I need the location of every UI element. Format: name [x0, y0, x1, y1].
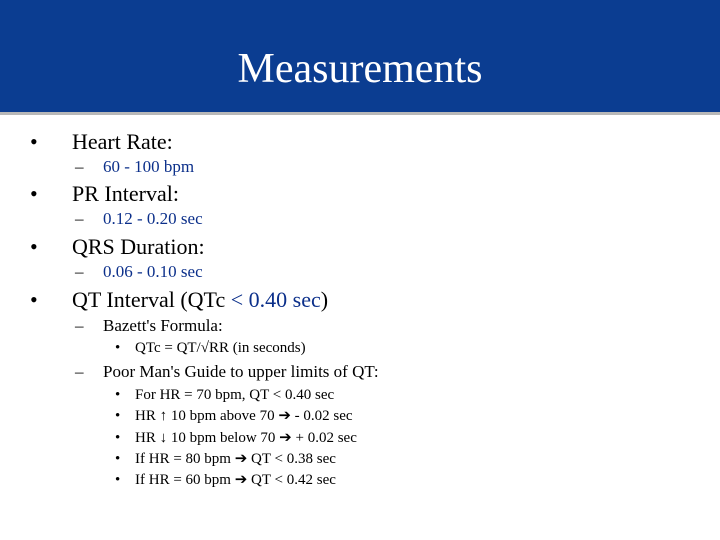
guide-item-text-pre: If HR = 80 bpm: [135, 451, 231, 467]
bullet-marker: •: [115, 387, 121, 403]
dash-marker: –: [75, 157, 84, 176]
poor-mans-guide-label: Poor Man's Guide to upper limits of QT:: [103, 362, 379, 381]
bullet-marker: •: [30, 234, 38, 259]
guide-item-text-post: QT < 0.38 sec: [247, 451, 336, 467]
qrs-duration-range: 0.06 - 0.10 sec: [103, 262, 203, 281]
slide-title: Measurements: [237, 46, 483, 92]
guide-item-text: [135, 429, 357, 447]
bazett-formula: QTc = QT/√RR (in seconds): [135, 340, 306, 356]
bullet-marker: •: [30, 181, 38, 206]
bullet-marker: •: [115, 430, 121, 446]
dash-marker: –: [75, 262, 84, 281]
dash-marker: –: [75, 209, 84, 228]
guide-item-text: [135, 471, 336, 489]
title-bar: [0, 0, 720, 115]
guide-item-text-post: QT < 0.42 sec: [247, 472, 336, 488]
bullet-marker: •: [30, 129, 38, 154]
pr-interval-range: 0.12 - 0.20 sec: [103, 209, 203, 228]
bullet-marker: •: [115, 340, 121, 356]
arrow-right-icon: ➔: [279, 430, 292, 446]
dash-marker: –: [75, 316, 84, 335]
qrs-duration-label: QRS Duration:: [72, 234, 205, 259]
guide-item-text: [135, 407, 353, 425]
guide-item-text-pre: For HR = 70 bpm, QT < 0.40 sec: [135, 387, 335, 403]
bullet-marker: •: [115, 472, 121, 488]
guide-item-text: [135, 450, 336, 468]
qt-label-prefix: QT Interval (QTc: [72, 287, 231, 312]
arrow-right-icon: ➔: [234, 451, 248, 467]
bazett-label: Bazett's Formula:: [103, 316, 223, 335]
qt-label-value: < 0.40 sec: [230, 287, 321, 312]
arrow-right-icon: ➔: [234, 472, 248, 488]
bullet-marker: •: [115, 451, 121, 467]
heart-rate-label: Heart Rate:: [72, 129, 173, 154]
guide-item-text-post: - 0.02 sec: [290, 408, 353, 424]
guide-item-text-pre: HR ↓ 10 bpm below 70: [135, 430, 276, 446]
pr-interval-label: PR Interval:: [72, 181, 179, 206]
qt-interval-label: [72, 287, 328, 313]
guide-item-text: [135, 386, 334, 404]
arrow-right-icon: ➔: [278, 408, 291, 424]
bullet-marker: •: [115, 408, 121, 424]
qt-label-suffix: ): [320, 287, 329, 312]
guide-item-text-pre: If HR = 60 bpm: [135, 472, 231, 488]
guide-item-text-post: + 0.02 sec: [291, 430, 357, 446]
bullet-marker: •: [30, 287, 38, 312]
guide-item-text-pre: HR ↑ 10 bpm above 70: [135, 408, 275, 424]
dash-marker: –: [75, 362, 84, 381]
heart-rate-range: 60 - 100 bpm: [103, 157, 195, 176]
